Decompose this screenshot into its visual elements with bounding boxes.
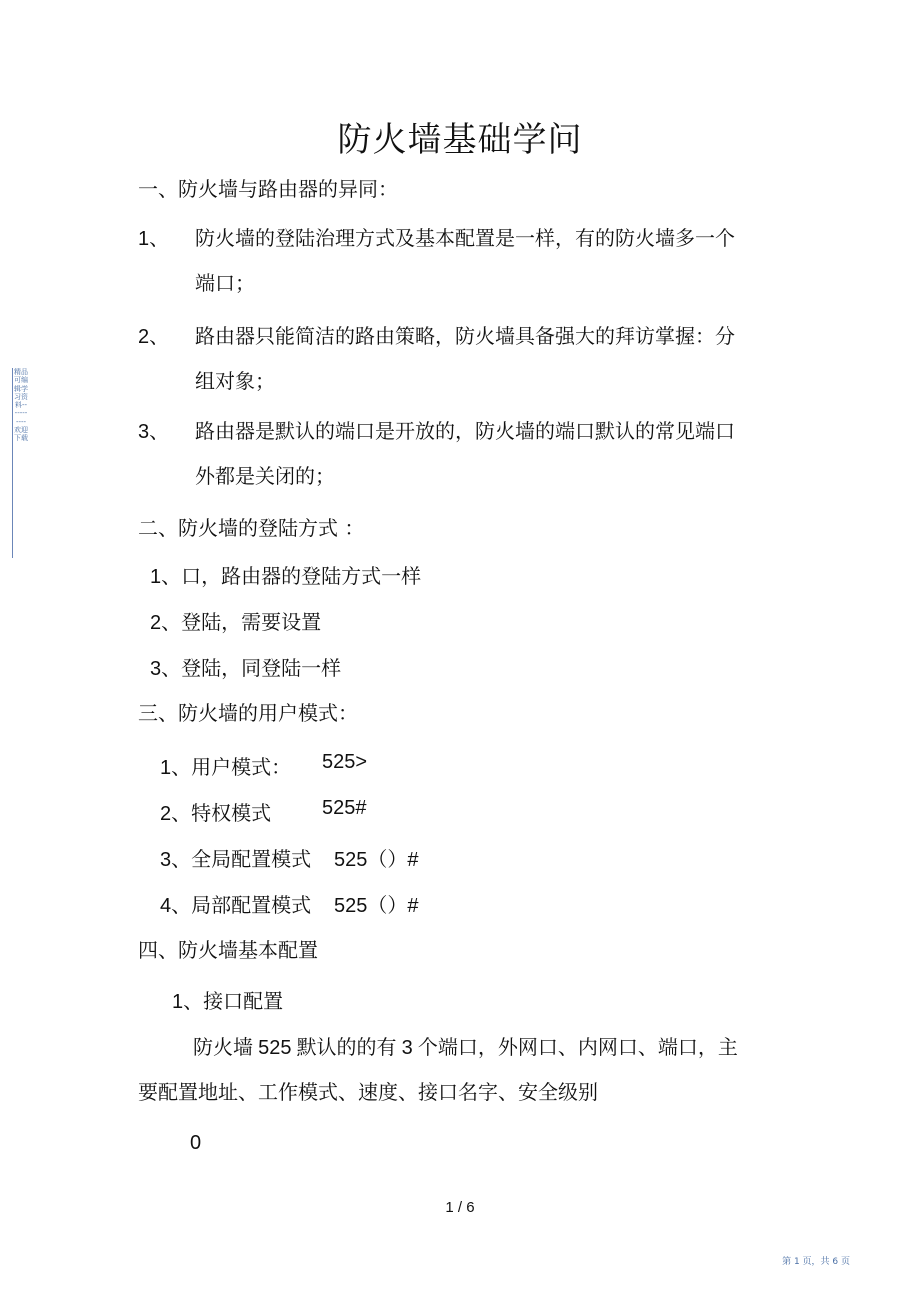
section-4-heading: 四、防火墙基本配置	[138, 938, 318, 962]
subsection-number: 1	[172, 991, 184, 1013]
list-item-number: 3	[160, 849, 172, 871]
trailing-text: 0	[190, 1132, 202, 1154]
paragraph-line-2: 要配置地址、工作模式、速度、接口名字、安全级别	[138, 1080, 598, 1104]
list-item	[160, 889, 311, 918]
list-item-number: 3	[150, 658, 162, 680]
list-item-text: 路由器只能简洁的路由策略，防火墙具备强大的拜访掌握：分	[195, 324, 735, 348]
mode-prompt: 525（）#	[334, 895, 419, 917]
list-item-text-cont: 端口；	[195, 271, 255, 295]
list-item-number: 1	[160, 757, 172, 779]
list-item-number: 3、	[138, 421, 170, 443]
list-item-number: 1、	[138, 228, 170, 250]
mode-prompt: 525#	[322, 797, 367, 819]
subsection-heading	[172, 985, 283, 1014]
list-item	[150, 606, 321, 635]
para-number: 525	[258, 1037, 292, 1059]
para-text: 个端口，外网口、内网口、端口，主	[417, 1035, 738, 1059]
list-item-text-cont: 外都是关闭的；	[195, 464, 335, 488]
list-item-text: 、口，路由器的登陆方式一样	[161, 564, 422, 588]
subsection-label: 、接口配置	[183, 989, 284, 1013]
list-item-number: 2	[160, 803, 172, 825]
list-item-number: 4	[160, 895, 172, 917]
mode-label: 、全局配置模式	[171, 847, 312, 871]
section-2-heading: 二、防火墙的登陆方式 ：	[138, 516, 365, 540]
list-item	[160, 797, 271, 826]
mode-label: 、特权模式	[171, 801, 272, 825]
list-item	[160, 843, 311, 872]
section-1-heading: 一、防火墙与路由器的异同：	[138, 177, 398, 201]
list-item-text: 路由器是默认的端口是开放的，防火墙的端口默认的常见端口	[195, 419, 735, 443]
list-item-text: 、登陆，需要设置	[161, 610, 322, 634]
list-item-text-cont: 组对象；	[195, 369, 275, 393]
side-watermark: 精品可编辑学习资料-----------欢迎下载	[14, 368, 28, 443]
list-item-text: 防火墙的登陆治理方式及基本配置是一样，有的防火墙多一个	[195, 226, 735, 250]
list-item	[150, 560, 421, 589]
page-footer: 第 1 页，共 6 页	[782, 1257, 850, 1267]
list-item	[150, 652, 341, 681]
paragraph-line-1	[193, 1031, 738, 1060]
para-text: 默认的的有	[296, 1035, 397, 1059]
section-3-heading: 三、防火墙的用户模式：	[138, 701, 358, 725]
page-number: 1 / 6	[445, 1199, 475, 1216]
mode-label: 、用户模式：	[171, 755, 292, 779]
list-item-number: 2、	[138, 326, 170, 348]
list-item-text: 、登陆，同登陆一样	[161, 656, 342, 680]
list-item-number: 2	[150, 612, 162, 634]
mode-label: 、局部配置模式	[171, 893, 312, 917]
para-number: 3	[401, 1037, 413, 1059]
mode-prompt: 525（）#	[334, 849, 419, 871]
list-item-number: 1	[150, 566, 162, 588]
page-title: 防火墙基础学问	[337, 120, 583, 160]
list-item	[160, 751, 291, 780]
para-text: 防火墙	[193, 1035, 253, 1059]
mode-prompt: 525>	[322, 751, 368, 773]
